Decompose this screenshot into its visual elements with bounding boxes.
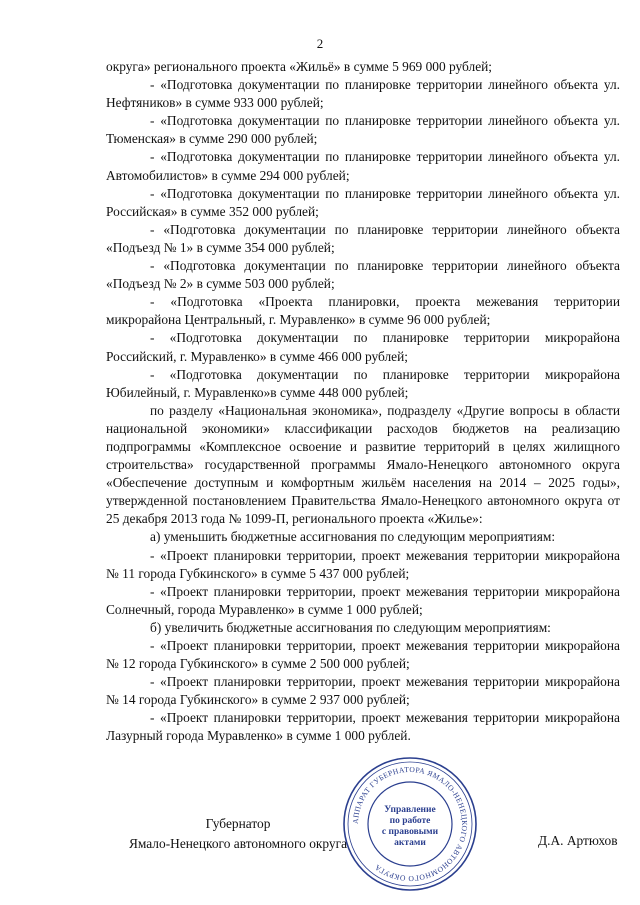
paragraph: - «Подготовка документации по планировке территории линейного объекта ул. Российская» в сумме 352 000 рублей; [106,185,620,219]
stamp-center-line-1: Управление [384,805,436,815]
paragraph: - «Подготовка документации по планировке территории линейного объекта «Подъезд № 2» в сумме 503 000 рублей; [106,258,620,292]
paragraph: - «Подготовка документации по планировке территории линейного объекта «Подъезд № 1» в сумме 354 000 рублей; [106,221,620,255]
signatory-title-line1: Губернатор [205,816,271,831]
stamp-center-line-3: с правовыми [381,827,439,837]
paragraph: - «Проект планировки территории, проект межевания территории микрорайона Солнечный, города Муравленко» в сумме 1 000 рублей; [106,583,620,617]
stamp-center-line-2: по работе [389,816,431,826]
official-stamp [342,756,478,892]
paragraph: - «Подготовка документации по планировке территории линейного объекта ул. Тюменская» в сумме 290 000 рублей; [106,113,620,147]
page-number: 2 [316,36,324,51]
paragraph: - «Проект планировки территории, проект межевания территории микрорайона № 11 города Губкинского» в сумме 5 437 000 рублей; [106,547,620,581]
paragraph: - «Проект планировки территории, проект межевания территории микрорайона № 12 города Губкинского» в сумме 2 500 000 рублей; [106,638,620,672]
stamp-ring-text: АППАРАТ ГУБЕРНАТОРА ЯМАЛО-НЕНЕЦКОГО АВТОНОМНОГО ОКРУГА [350,764,470,884]
paragraph: - «Подготовка «Проекта планировки, проекта межевания территории микрорайона Центральный, г. Муравленко» в сумме 96 000 рублей; [106,294,620,328]
paragraph: а) уменьшить бюджетные ассигнования по следующим мероприятиям: [150,529,556,545]
paragraph: - «Подготовка документации по планировке территории микрорайона Российский, г. Муравленко» в сумме 466 000 рублей; [106,330,620,364]
signatory-title-line2: Ямало-Ненецкого автономного округа [128,836,348,851]
paragraph: по разделу «Национальная экономика», подразделу «Другие вопросы в области национальной экономики» классификации расходов бюджетов на реализацию подпрограммы «Комплексное освоение и развитие территорий в целях жилищного строительства» государственной программы Ямало-Ненецкого автономного округа «Обеспечение доступным и комфортным жильём населения на 2014 – 2025 годы», утвержденной постановлением Правительства Ямало-Ненецкого автономного округа от 25 декабря 2013 года № 1099-П, регионального проекта «Жилье»: [106,402,620,527]
signatory-title [108,814,368,854]
paragraph: округа» регионального проекта «Жильё» в сумме 5 969 000 рублей; [106,59,493,74]
paragraph: - «Подготовка документации по планировке территории линейного объекта ул. Нефтяников» в сумме 933 000 рублей; [106,77,620,111]
paragraph: - «Проект планировки территории, проект межевания территории микрорайона № 14 города Губкинского» в сумме 2 937 000 рублей; [106,674,620,708]
paragraph: - «Подготовка документации по планировке территории линейного объекта ул. Автомобилистов» в сумме 294 000 рублей; [106,149,620,183]
paragraph: - «Проект планировки территории, проект межевания территории микрорайона Лазурный города Муравленко» в сумме 1 000 рублей. [106,710,620,744]
signatory-name: Д.А. Артюхов [538,833,618,848]
document-body [106,58,620,746]
paragraph: - «Подготовка документации по планировке территории микрорайона Юбилейный, г. Муравленко»в сумме 448 000 рублей; [106,366,620,400]
paragraph: б) увеличить бюджетные ассигнования по следующим мероприятиям: [150,619,551,635]
stamp-center-line-4: актами [394,838,426,848]
